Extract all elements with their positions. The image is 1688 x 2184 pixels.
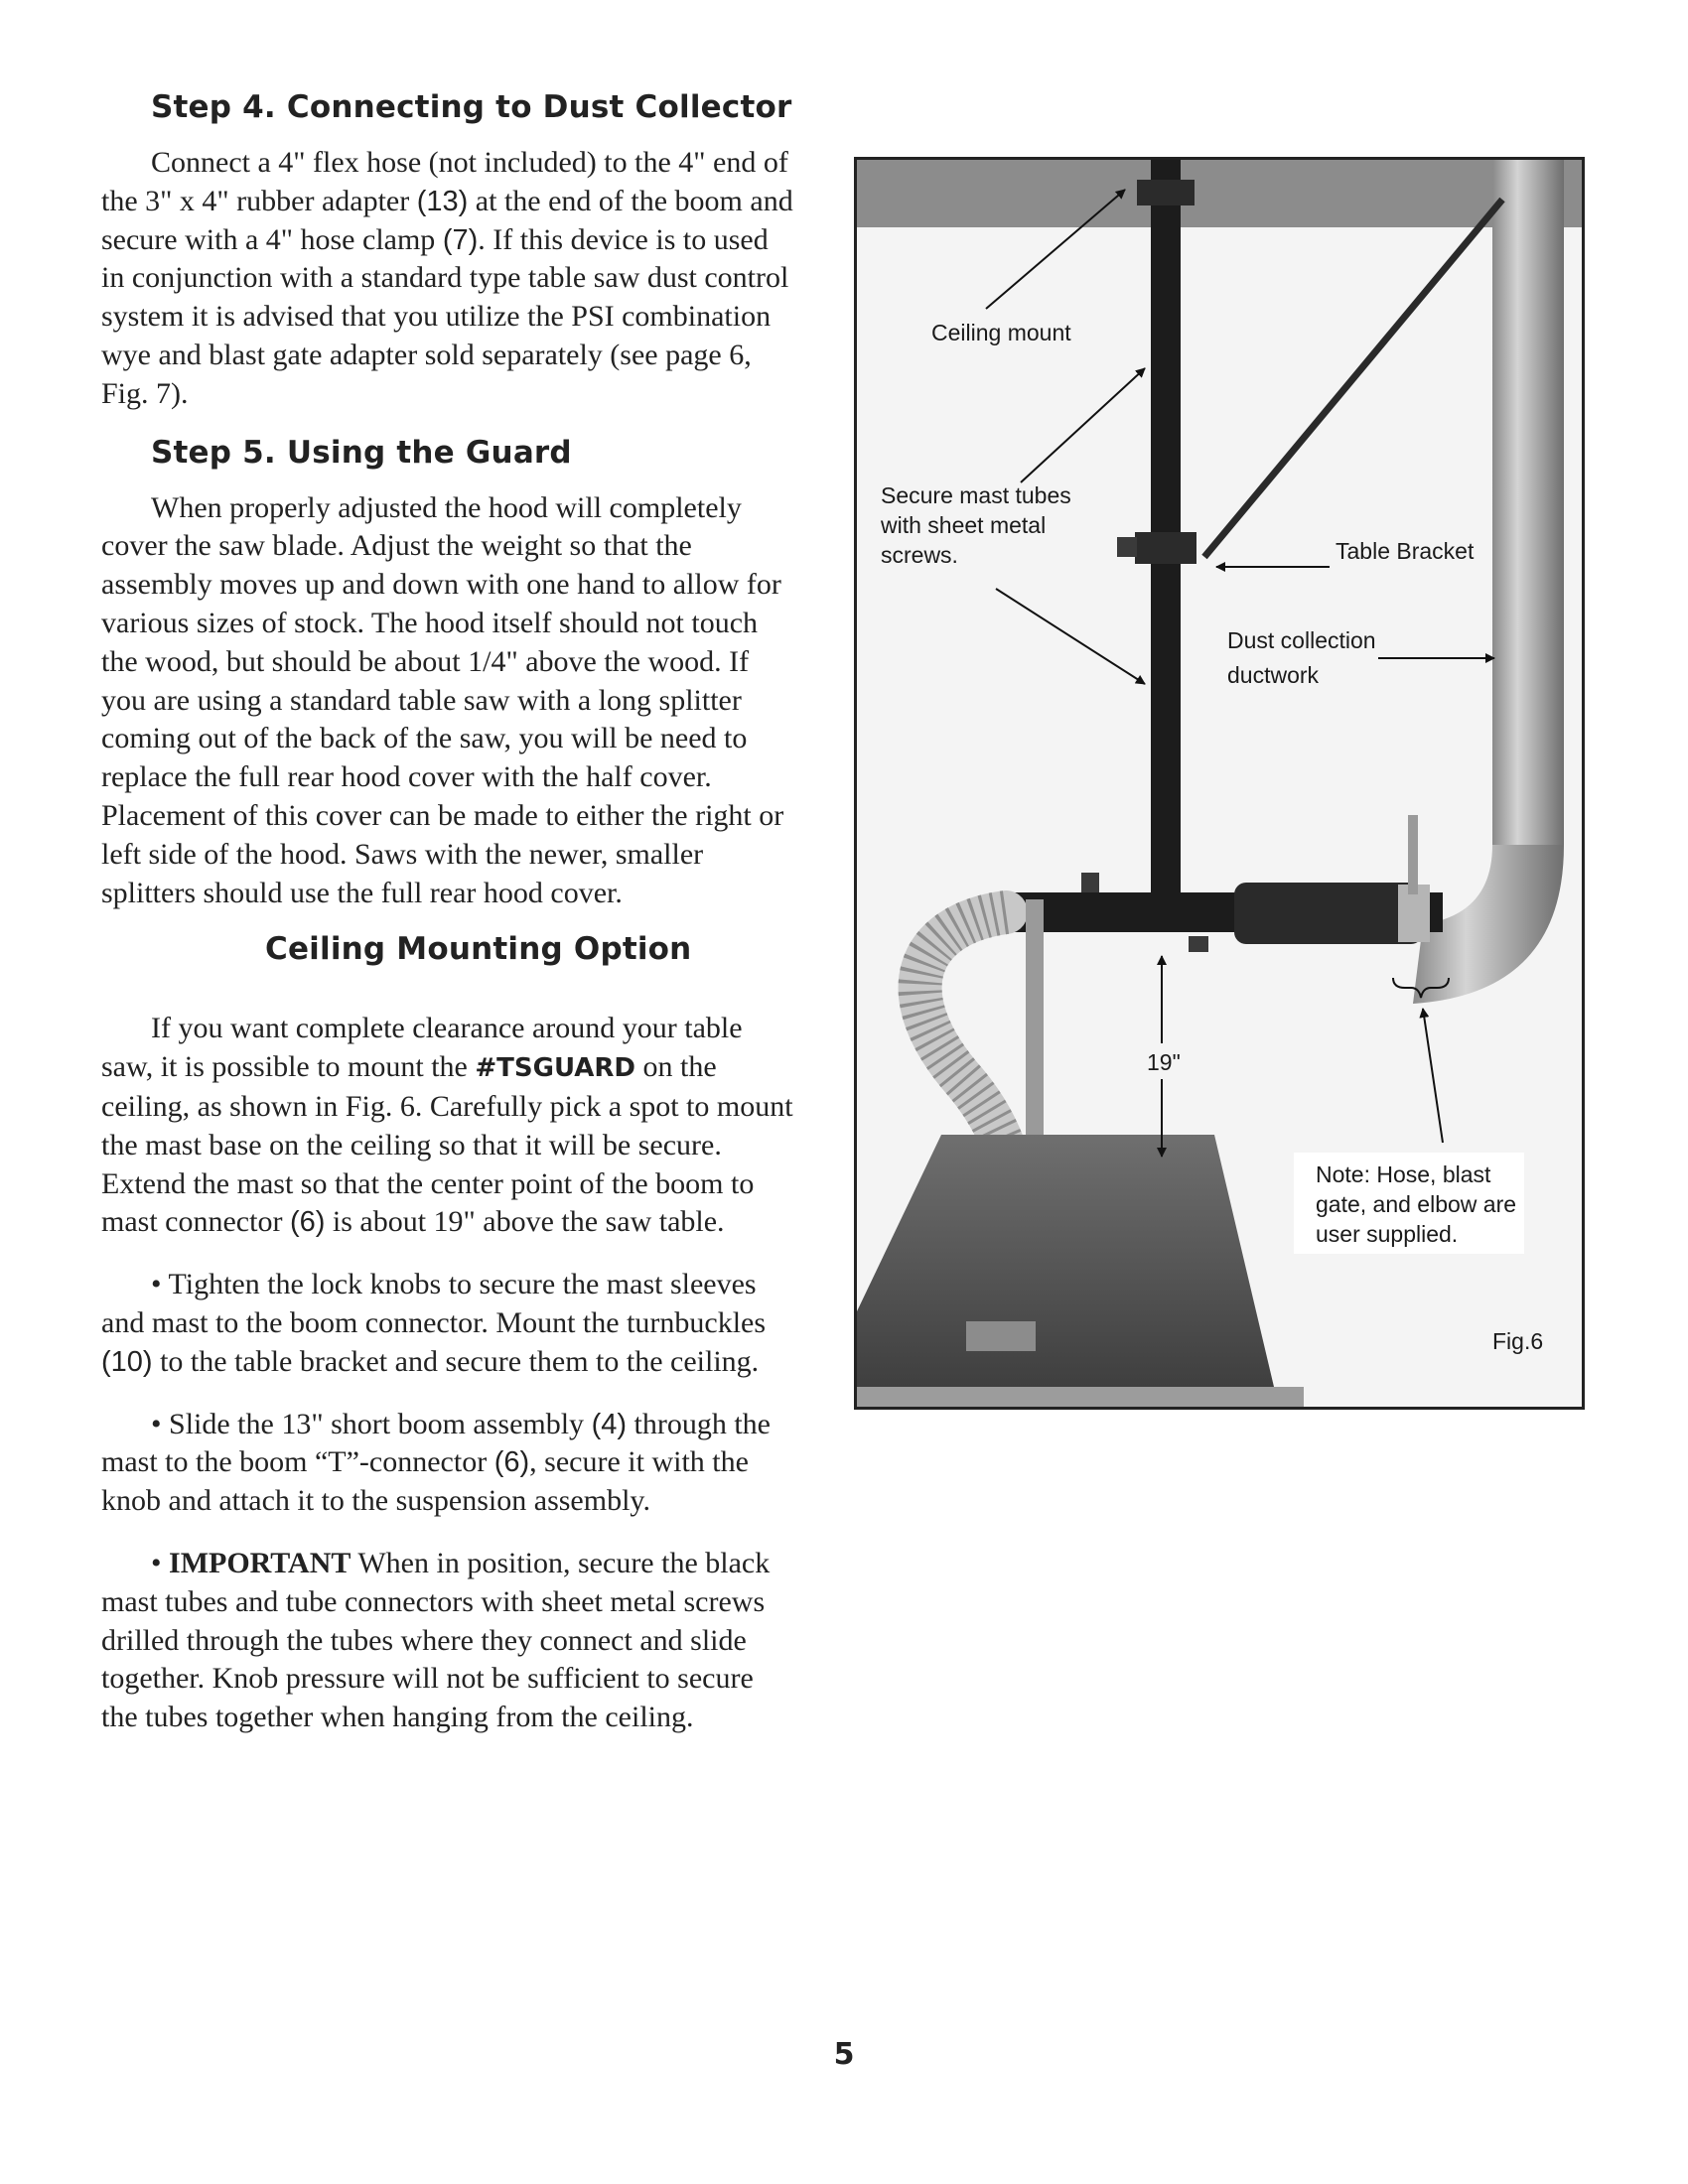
product-code: #TSGUARD bbox=[475, 1053, 636, 1084]
bullet-lock-knobs bbox=[101, 1266, 796, 1381]
ceiling-surface bbox=[857, 160, 1582, 227]
bullet-2-text-c: , secure it with the knob and attach it to the suspension assembly. bbox=[101, 1445, 749, 1518]
boom-knob bbox=[1189, 936, 1208, 952]
step-4-text-c: . If this device is to used in conjunction with a standard type table saw dust control system it is advised that you utilize the PSI combination wye and blast gate adapter sold separately (see page 6, Fig. 7). bbox=[101, 222, 789, 410]
part-ref-13: (13) bbox=[416, 185, 469, 217]
text-column bbox=[101, 89, 796, 1737]
ceiling-text-a: If you want complete clearance around your table saw, it is possible to mount the bbox=[101, 1012, 743, 1084]
bullet-1-text-a: • Tighten the lock knobs to secure the mast sleeves and mast to the boom connector. Mount the turnbuckles bbox=[101, 1268, 767, 1339]
ceiling-paragraph bbox=[101, 1010, 796, 1242]
figure-6 bbox=[854, 157, 1585, 1410]
table-bracket-label: Table Bracket bbox=[1336, 538, 1475, 564]
ceiling-text-c: is about 19" above the saw table. bbox=[325, 1205, 725, 1239]
table-bracket bbox=[1135, 532, 1196, 564]
step-4-paragraph bbox=[101, 144, 796, 414]
ceiling-mount-photo bbox=[857, 160, 1582, 1407]
hood-arm bbox=[1026, 899, 1044, 1167]
throat-plate bbox=[966, 1321, 1036, 1351]
note-label-1: Note: Hose, blast bbox=[1316, 1161, 1491, 1187]
mast-knob-lower bbox=[1081, 873, 1099, 892]
bullet-3-marker: • bbox=[151, 1546, 170, 1579]
step-5-paragraph: When properly adjusted the hood will completely cover the saw blade. Adjust the weight so that the assembly moves up and down with one hand to allow for various sizes of stock. The hood itself should not touch the wood, but should be about 1/4" above the wood. If you are using a standard table saw with a long splitter coming out of the back of the saw, you will be need to replace the full rear hood cover with the half cover. Placement of this cover can be made to either the right or left side of the hood. Saws with the newer, smaller splitters should use the full rear hood cover. bbox=[101, 490, 784, 909]
duct-vertical bbox=[1492, 160, 1564, 845]
important-label: IMPORTANT bbox=[169, 1546, 352, 1579]
note-label-2: gate, and elbow are bbox=[1316, 1191, 1517, 1217]
ceiling-plate bbox=[1137, 180, 1195, 205]
step-4-heading: Step 4. Connecting to Dust Collector bbox=[151, 89, 792, 125]
rubber-adapter bbox=[1234, 883, 1423, 944]
bullet-2-text-b: through the mast to the boom “T”-connector bbox=[101, 1407, 771, 1479]
bullet-important bbox=[101, 1545, 796, 1737]
part-ref-6b: (6) bbox=[493, 1446, 530, 1479]
step-4-text-b: at the end of the boom and secure with a 4" hose clamp bbox=[101, 184, 793, 256]
ceiling-mount-label: Ceiling mount bbox=[931, 320, 1071, 345]
bullet-3-text: When in position, secure the black mast tubes and tube connectors with sheet metal screws drilled through the tubes where they connect and slide together. Knob pressure will not be sufficient to secure the tubes together when hanging from the ceiling. bbox=[101, 1546, 771, 1734]
dust-label-2: ductwork bbox=[1227, 662, 1320, 688]
secure-label-2: with sheet metal bbox=[881, 512, 1047, 538]
part-ref-10: (10) bbox=[101, 1345, 153, 1378]
bullet-2-text-a: • Slide the 13" short boom assembly bbox=[151, 1407, 592, 1440]
ceiling-text-b: on the ceiling, as shown in Fig. 6. Carefully pick a spot to mount the mast base on the ceiling so that it will be secure. Extend the mast so that the center point of the boom to mast connector bbox=[101, 1050, 793, 1239]
part-ref-6: (6) bbox=[289, 1206, 326, 1239]
figure-number: Fig.6 bbox=[1492, 1328, 1544, 1354]
dimension-label: 19" bbox=[1147, 1049, 1181, 1075]
ceiling-mounting-heading: Ceiling Mounting Option bbox=[265, 931, 692, 968]
table-front-rail bbox=[857, 1387, 1304, 1407]
bullet-short-boom bbox=[101, 1406, 796, 1521]
step-4-text-a: Connect a 4" flex hose (not included) to the 4" end of the 3" x 4" rubber adapter bbox=[101, 146, 788, 217]
note-label-3: user supplied. bbox=[1316, 1221, 1459, 1247]
secure-label-1: Secure mast tubes bbox=[881, 482, 1071, 508]
gate-handle bbox=[1408, 815, 1418, 894]
part-ref-4: (4) bbox=[591, 1408, 628, 1440]
mast-knob-upper bbox=[1117, 537, 1137, 557]
secure-label-3: screws. bbox=[881, 542, 958, 568]
dust-label-1: Dust collection bbox=[1227, 627, 1376, 653]
part-ref-7: (7) bbox=[442, 223, 479, 256]
bullet-1-text-b: to the table bracket and secure them to the ceiling. bbox=[152, 1344, 760, 1378]
page-number: 5 bbox=[833, 2037, 855, 2072]
step-5-heading: Step 5. Using the Guard bbox=[151, 434, 572, 471]
